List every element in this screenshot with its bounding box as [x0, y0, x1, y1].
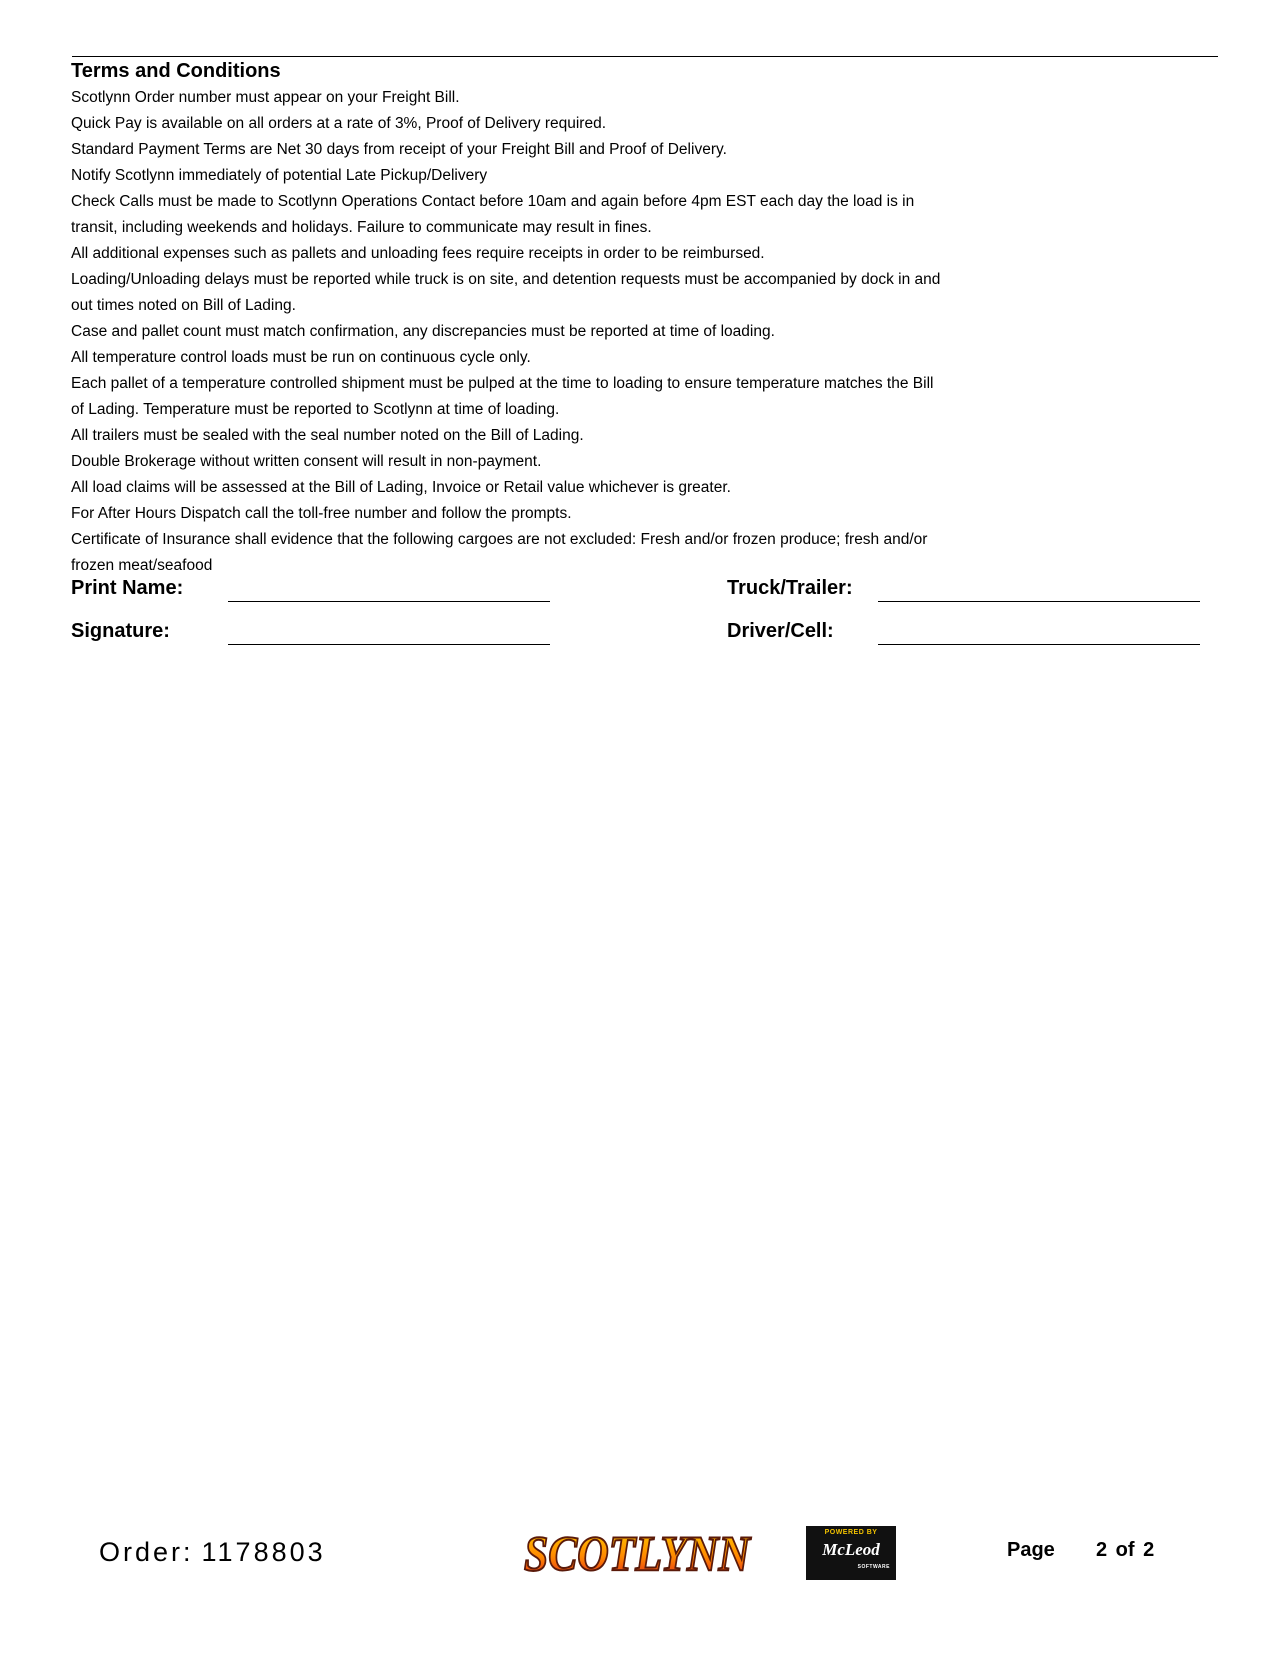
terms-line: Notify Scotlynn immediately of potential Late Pickup/Delivery [71, 167, 488, 184]
driver-cell-line[interactable] [878, 644, 1200, 645]
print-name-line[interactable] [228, 601, 550, 602]
terms-line: Case and pallet count must match confirmation, any discrepancies must be reported at time of loading. [71, 323, 775, 340]
terms-line: Each pallet of a temperature controlled shipment must be pulped at the time to loading to ensure temperature matches the Bill [71, 375, 934, 392]
order-label: Order: [99, 1537, 194, 1567]
scotlynn-logo [520, 1522, 754, 1580]
terms-line: Standard Payment Terms are Net 30 days from receipt of your Freight Bill and Proof of Delivery. [71, 141, 727, 158]
mcleod-logo-top: POWERED BY [824, 1529, 878, 1536]
terms-line: frozen meat/seafood [71, 557, 213, 574]
terms-line: of Lading. Temperature must be reported to Scotlynn at time of loading. [71, 401, 560, 418]
terms-line: Scotlynn Order number must appear on your Freight Bill. [71, 89, 460, 106]
terms-line: Certificate of Insurance shall evidence that the following cargoes are not excluded: Fresh and/or frozen produce; fresh and/or [71, 531, 928, 548]
order-number-value: 1178803 [201, 1537, 326, 1567]
top-divider [72, 56, 1218, 57]
truck-trailer-label: Truck/Trailer: [727, 577, 853, 599]
signature-label: Signature: [71, 620, 170, 642]
scotlynn-logo-text: SCOTLYNN [524, 1525, 752, 1581]
order-number [99, 1537, 326, 1568]
mcleod-logo-sub: SOFTWARE [857, 1564, 890, 1570]
terms-line: Double Brokerage without written consent will result in non-payment. [71, 453, 542, 470]
page-label: Page [1007, 1539, 1055, 1561]
page-number: 2 of 2 [1096, 1539, 1155, 1561]
terms-line: All temperature control loads must be run on continuous cycle only. [71, 349, 531, 366]
terms-and-conditions [71, 59, 1171, 579]
signature-row-2 [71, 620, 1201, 650]
terms-line: All load claims will be assessed at the Bill of Lading, Invoice or Retail value whichever is greater. [71, 479, 731, 496]
terms-line: All trailers must be sealed with the seal number noted on the Bill of Lading. [71, 427, 584, 444]
print-name-label: Print Name: [71, 577, 184, 599]
terms-line: transit, including weekends and holidays. Failure to communicate may result in fines. [71, 219, 652, 236]
terms-line: Loading/Unloading delays must be reported while truck is on site, and detention requests must be accompanied by dock in and [71, 271, 941, 288]
mcleod-logo [806, 1526, 896, 1580]
terms-title: Terms and Conditions [71, 60, 281, 82]
terms-line: out times noted on Bill of Lading. [71, 297, 296, 314]
terms-list [71, 85, 1171, 579]
terms-line: For After Hours Dispatch call the toll-free number and follow the prompts. [71, 505, 572, 522]
terms-line: All additional expenses such as pallets and unloading fees require receipts in order to be reimbursed. [71, 245, 765, 262]
driver-cell-label: Driver/Cell: [727, 620, 834, 642]
truck-trailer-line[interactable] [878, 601, 1200, 602]
mcleod-logo-name: McLeod [822, 1540, 880, 1559]
terms-line: Check Calls must be made to Scotlynn Operations Contact before 10am and again before 4pm EST each day the load is in [71, 193, 915, 210]
signature-line[interactable] [228, 644, 550, 645]
signature-row-1 [71, 577, 1201, 607]
terms-line: Quick Pay is available on all orders at a rate of 3%, Proof of Delivery required. [71, 115, 607, 132]
